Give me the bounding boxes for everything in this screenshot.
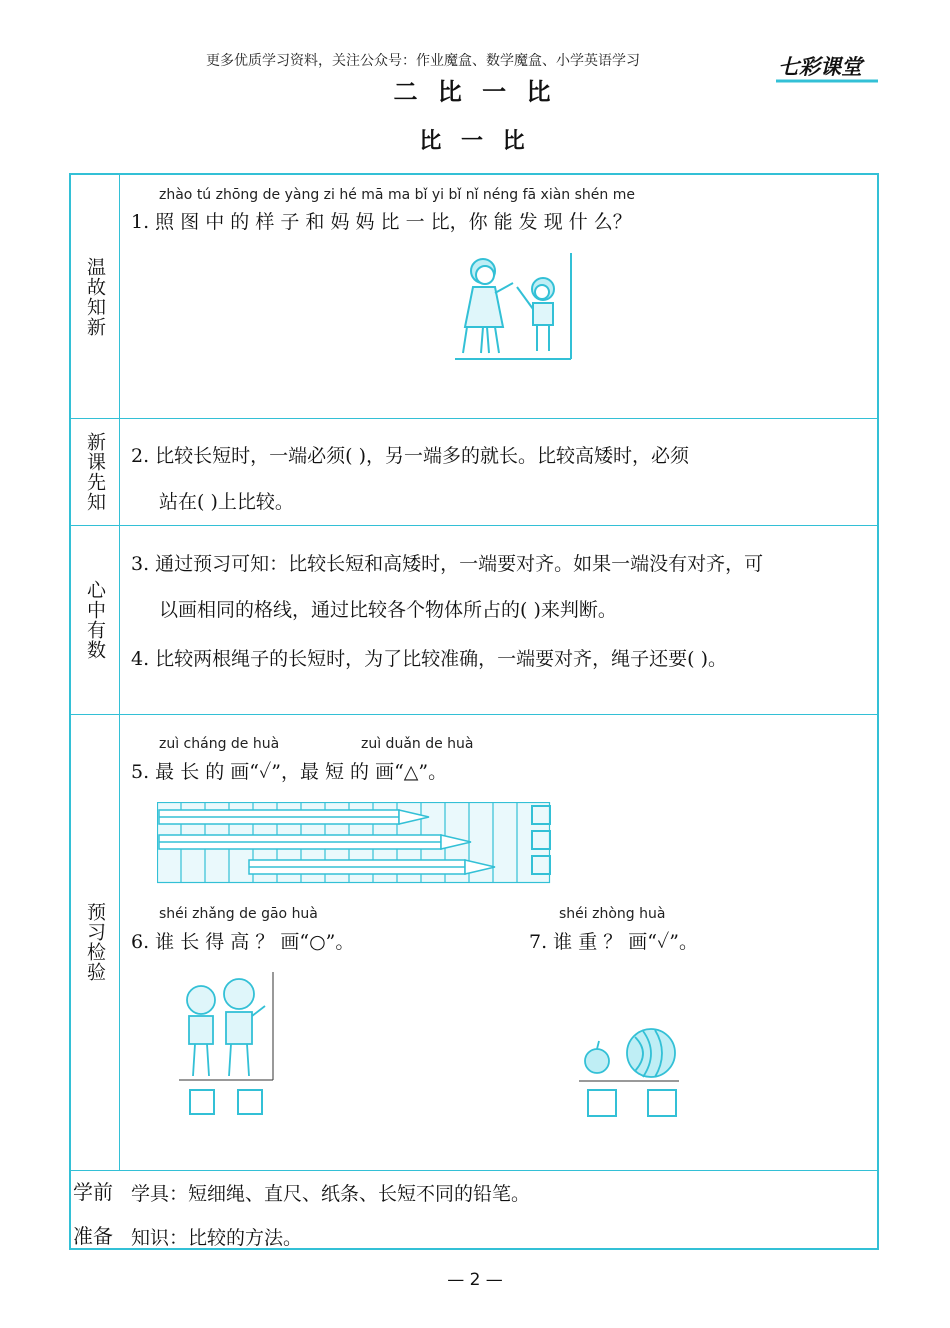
section-label-review: 温故知新 [84,256,106,337]
q3-line1: 3. 通过预习可知：比较长短和高矮时，一端要对齐。如果一端没有对齐，可 [131,553,764,575]
answer-box-apple[interactable] [587,1089,617,1117]
worksheet-table: 温故知新 新课先知 心中有数 预习检验 zhào tú zhōng de yàng zi hé mā ma bǐ yi bǐ nǐ néng fā xiàn shén me 1. 照 图 中 的 样 子 和 妈 妈 比 一 比，你 能 发 现 什 么？ 2. 比较长短时，一端必须( )，另一端多的就长。比较高矮时，必须 站在( )上比较。 3. 通过预习可知：比较长短和高矮时，一端要对齐。如果一端没有对齐，可 以画相同的格线，通过比较各个物体所占的( )来判断。 4. 比较两根绳子的长短时，为了比较准确，一端要对齐，绳子还要( )。 zuì cháng de huà zuì duǎn de huà 5. 最 长 的 画“✓”，最 短 的 画“△”。 shéi zhǎng de gāo huà 6. 谁 长 得 高 ？ 画“○”。 shéi zhòng huà 7. 谁 重 ？ 画“✓”。 学前 准备 学具：短细绳、直尺、纸条、长短不同的铅笔。 知识：比较的方法。 [69,173,879,1250]
q1-text: 1. 照 图 中 的 样 子 和 妈 妈 比 一 比，你 能 发 现 什 么？ [131,211,632,233]
q4-text: 4. 比较两根绳子的长短时，为了比较准确，一端要对齐，绳子还要( )。 [131,648,728,670]
answer-box-watermelon[interactable] [647,1089,677,1117]
q2-line1: 2. 比较长短时，一端必须( )，另一端多的就长。比较高矮时，必须 [131,445,690,467]
lesson-title: 比 一 比 [419,129,531,154]
answer-box-pencil-1[interactable] [531,805,551,825]
answer-box-pencil-3[interactable] [531,855,551,875]
section-label-mind: 心中有数 [84,579,106,660]
q1-pinyin: zhào tú zhōng de yàng zi hé mā ma bǐ yi bǐ nǐ néng fā xiàn shén me [159,187,635,203]
q7-pinyin: shéi zhòng huà [559,906,666,922]
q5-pinyin-longest: zuì cháng de huà [159,736,280,752]
two-boys-illustration [179,972,275,1082]
answer-box-boy-right[interactable] [237,1089,263,1115]
unit-title: 二 比 一 比 [393,78,557,106]
pencil-2 [159,835,471,849]
q5-pinyin-shortest: zuì duǎn de huà [361,736,474,752]
promo-header: 更多优质学习资料，关注公众号：作业魔盒、数学魔盒、小学英语学习 [206,53,640,69]
q3-line2: 以画相同的格线，通过比较各个物体所占的( )来判断。 [159,599,617,621]
page-number: — 2 — [447,1270,503,1290]
section-label-check: 预习检验 [84,902,106,982]
answer-box-pencil-2[interactable] [531,830,551,850]
q6-pinyin: shéi zhǎng de gāo huà [159,906,318,922]
apple-watermelon-illustration [579,1023,681,1083]
answer-box-boy-left[interactable] [189,1089,215,1115]
pencil-1 [159,810,429,824]
prep-knowledge: 知识：比较的方法。 [131,1227,303,1249]
logo-text: 七彩课堂 [778,55,862,79]
pencil-3 [249,860,495,874]
section-label-preview: 新课先知 [84,431,106,512]
q2-line2: 站在( )上比较。 [159,491,294,513]
prep-tools: 学具：短细绳、直尺、纸条、长短不同的铅笔。 [131,1183,531,1205]
pencils-grid [157,802,551,888]
q5-text: 5. 最 长 的 画“✓”，最 短 的 画“△”。 [131,761,448,783]
q7-text: 7. 谁 重 ？ 画“✓”。 [529,931,698,953]
mother-child-illustration [455,253,573,361]
q6-text: 6. 谁 长 得 高 ？ 画“○”。 [131,931,355,953]
